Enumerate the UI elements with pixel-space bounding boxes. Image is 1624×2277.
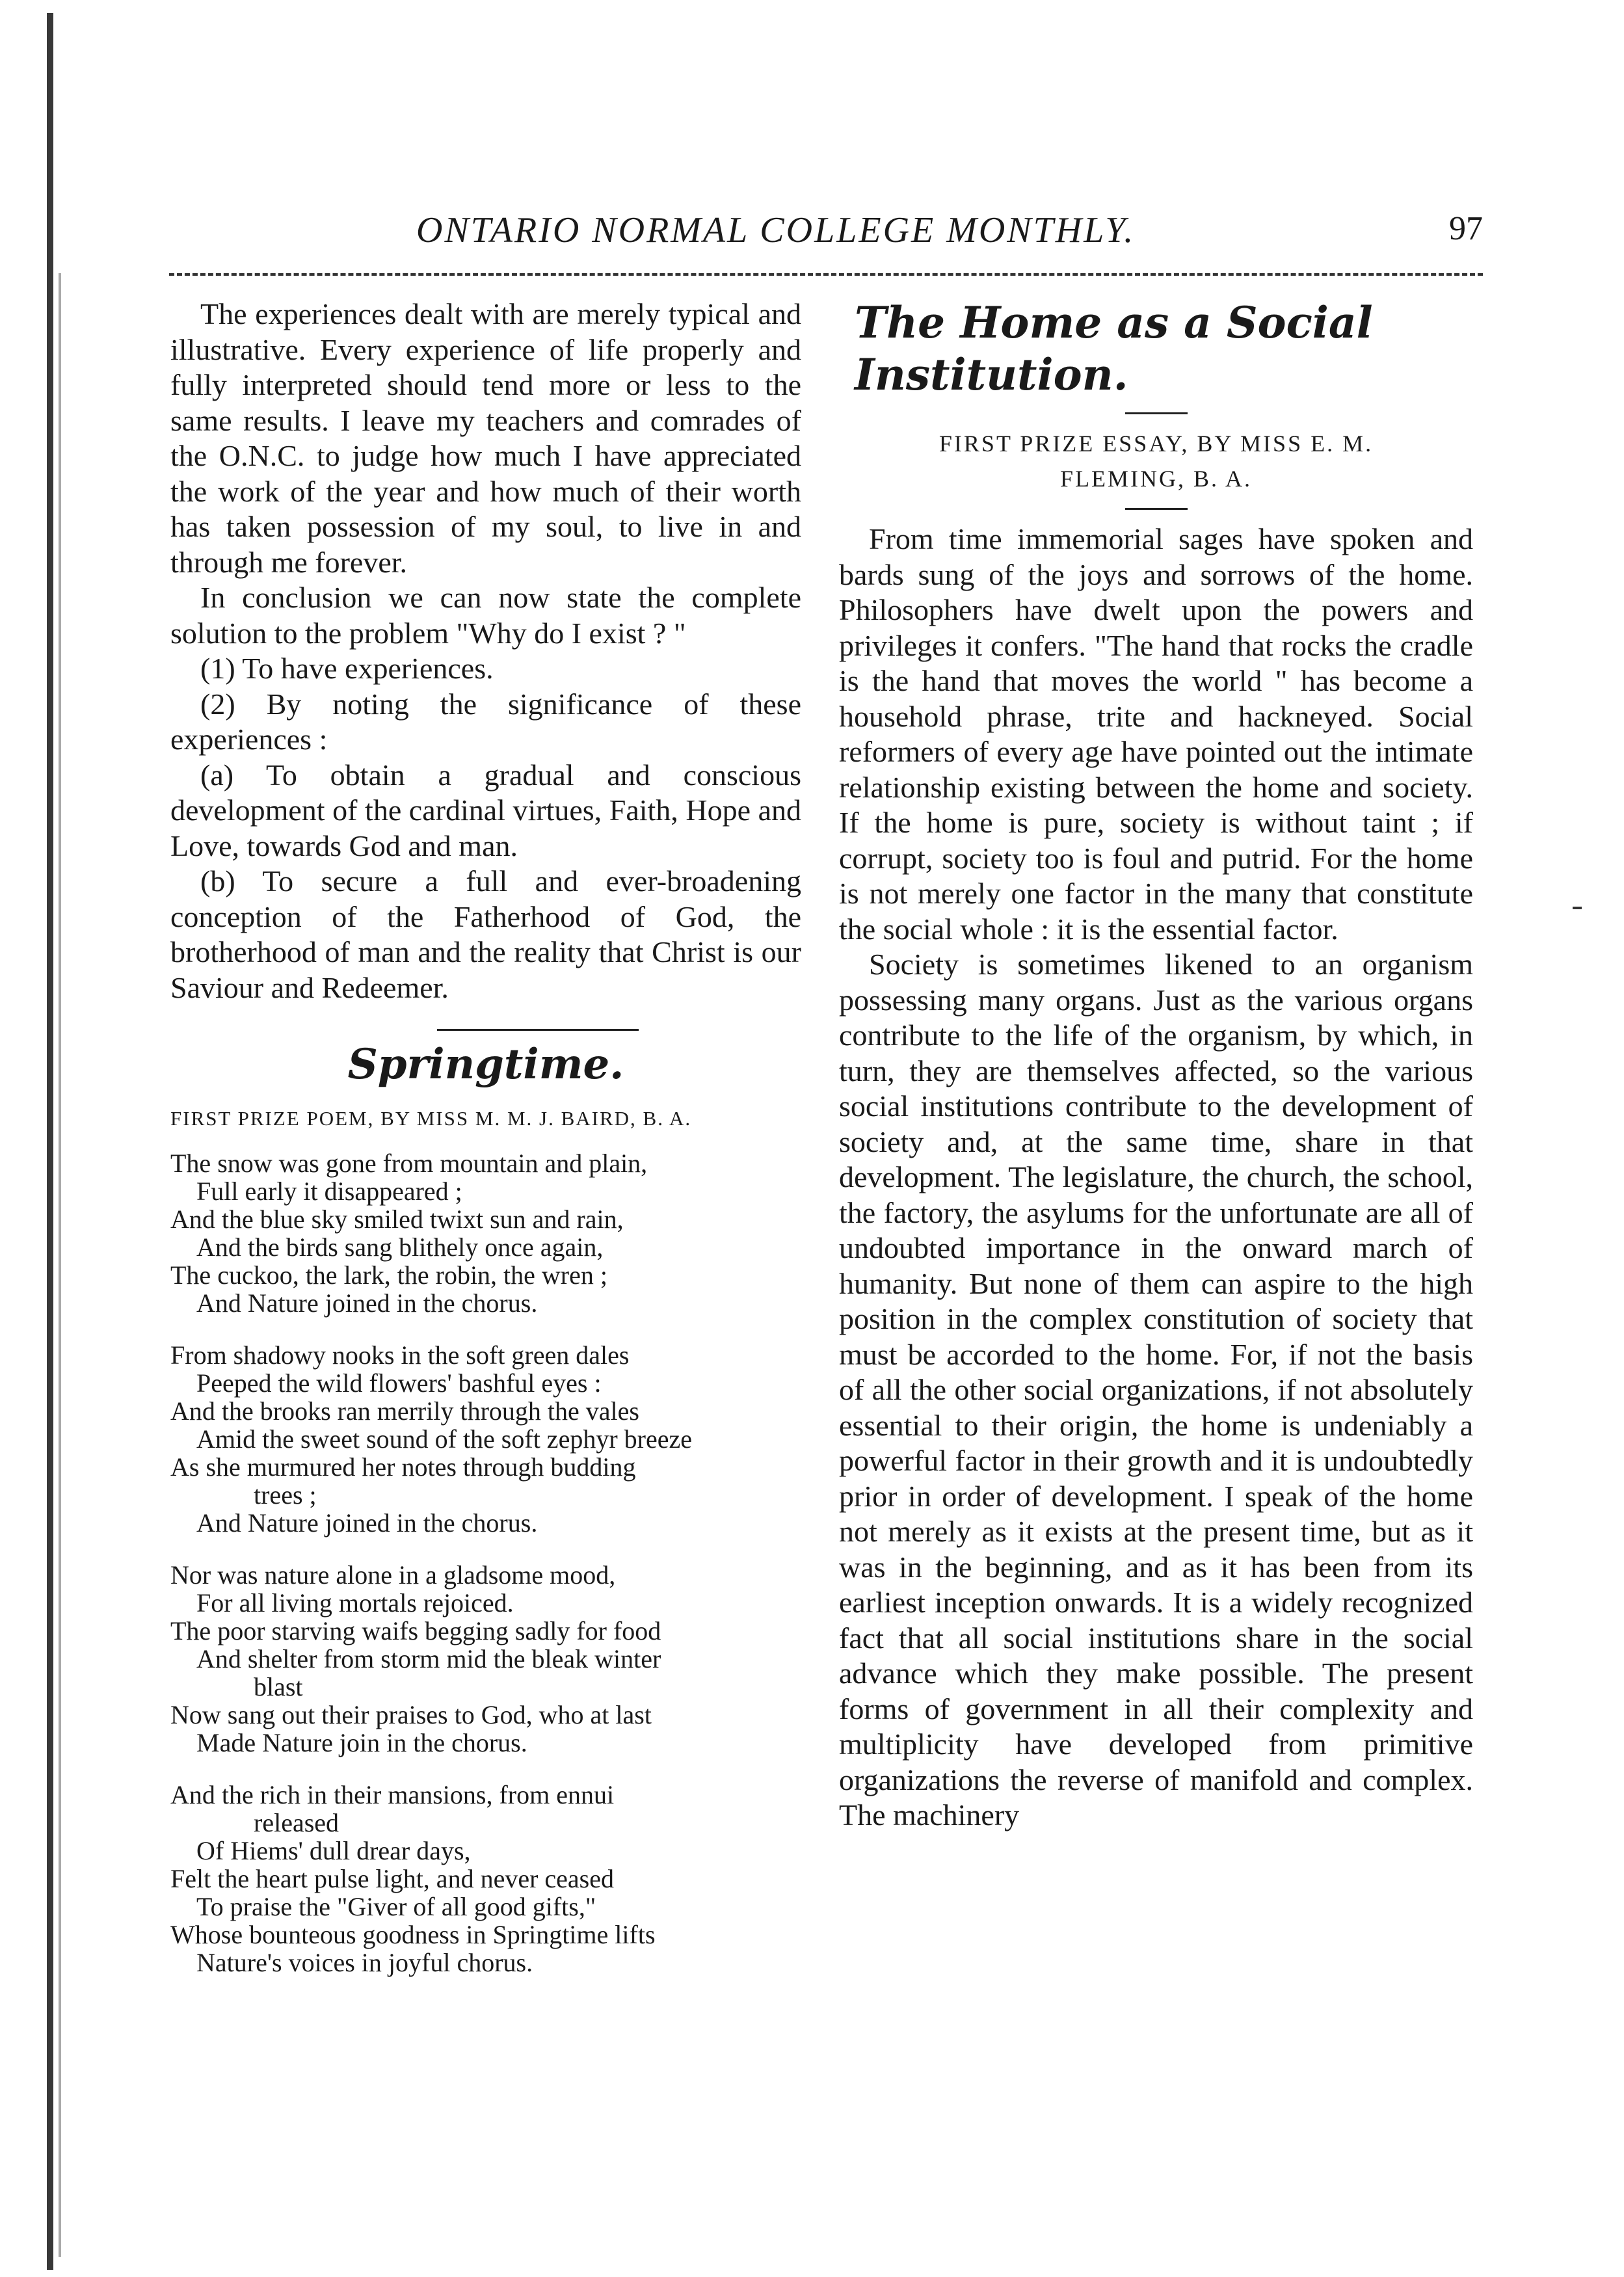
poem-line: Of Hiems' dull drear days, <box>196 1836 471 1865</box>
page-header <box>169 209 1483 255</box>
poem-line: And the rich in their mansions, from ennui <box>170 1780 615 1809</box>
title-rule <box>1125 412 1188 414</box>
poem-line: Now sang out their praises to God, who at last <box>170 1700 652 1729</box>
poem-line: blast <box>254 1672 303 1701</box>
poem-stanza <box>170 1561 801 1757</box>
paragraph: From time immemorial sages have spoken and bards sung of the joys and sorrows of the home. Philosophers have dwelt upon the powers and privileges it confers. "The hand that rocks the cradle is the hand that moves the world " has become a household phrase, trite and hackneyed. Social reformers of every age have pointed out the intimate relationship existing between the home and society. If the home is pure, society is without taint ; if corrupt, society too is foul and putrid. For the home is not merely one factor in the many that constitute the social whole : it is the essential factor. <box>839 522 1473 946</box>
essay-byline-line2: FLEMING, B. A. <box>1059 466 1253 492</box>
poem-line: Full early it disappeared ; <box>196 1177 462 1206</box>
poem-stanza <box>170 1341 801 1537</box>
binding-shadow <box>59 273 61 2257</box>
byline-rule <box>1125 508 1188 510</box>
poem-line: The snow was gone from mountain and plain, <box>170 1149 648 1178</box>
poem-line: trees ; <box>254 1480 317 1510</box>
paragraph: (1) To have experiences. <box>200 652 494 685</box>
paragraph: In conclusion we can now state the complete solution to the problem "Why do I exist ? " <box>170 581 801 650</box>
poem-line: Nor was nature alone in a gladsome mood, <box>170 1560 616 1590</box>
poem-stanza <box>170 1149 801 1317</box>
binding-edge <box>47 13 53 2270</box>
poem-line: Amid the sweet sound of the soft zephyr breeze <box>196 1424 692 1454</box>
right-column <box>839 297 1473 1833</box>
poem-line: From shadowy nooks in the soft green dales <box>170 1340 630 1370</box>
left-column <box>170 297 801 2001</box>
poem-line: As she murmured her notes through budding <box>170 1452 636 1482</box>
poem-line: For all living mortals rejoiced. <box>196 1588 514 1618</box>
poem-line: To praise the "Giver of all good gifts," <box>196 1892 596 1921</box>
poem-stanza <box>170 1781 801 1977</box>
poem-line: And the birds sang blithely once again, <box>196 1232 604 1262</box>
poem-byline: FIRST PRIZE POEM, BY MISS M. M. J. BAIRD, B. A. <box>170 1107 692 1130</box>
poem-line: And Nature joined in the chorus. <box>196 1288 538 1318</box>
section-rule <box>437 1029 639 1031</box>
paragraph: The experiences dealt with are merely typical and illustrative. Every experience of life properly and fully interpreted should tend more or less to the same results. I leave my teachers and comrades of the O.N.C. to judge how much I have appreciated the work of the year and how much of their worth has taken possession of my soul, to live in and through me forever. <box>170 297 801 579</box>
poem-line: Nature's voices in joyful chorus. <box>196 1948 533 1977</box>
poem <box>170 1149 801 1977</box>
poem-line: And the brooks ran merrily through the vales <box>170 1396 639 1426</box>
poem-line: released <box>254 1808 339 1837</box>
poem-line: And shelter from storm mid the bleak winter <box>196 1644 661 1673</box>
essay-title: The Home as a Social Institution. <box>855 297 1373 400</box>
poem-title: Springtime. <box>347 1040 624 1089</box>
poem-line: The cuckoo, the lark, the robin, the wren ; <box>170 1260 607 1290</box>
poem-line: Made Nature join in the chorus. <box>196 1728 527 1757</box>
paragraph: Society is sometimes likened to an organism possessing many organs. Just as the various organs contribute to the life of the organism, by which, in turn, they are themselves affected, so the various social institutions contribute to the development of society and, at the same time, share in that development. The legislature, the church, the school, the factory, the asylums for the unfortunate are all of undoubted importance in the onward march of humanity. But none of them can aspire to the high position in the complex constitution of society that must be accorded to the home. For, if not the basis of all the other social organizations, if not absolutely essential to their origin, the home is undeniably a powerful factor in their growth and it is undoubtedly prior in order of development. I speak of the home not merely as it exists at the present time, but as it was in the beginning, and as it has been from its earliest inception onwards. It is a widely recognized fact that all social institutions share in the social advance which they make possible. The present forms of government in all their complexity and multiplicity have developed from primitive organizations the reverse of manifold and complex. The machinery <box>839 948 1473 1831</box>
journal-title: ONTARIO NORMAL COLLEGE MONTHLY. <box>416 210 1136 250</box>
poem-line: And Nature joined in the chorus. <box>196 1508 538 1538</box>
page-number: 97 <box>1449 210 1483 247</box>
poem-line: Whose bounteous goodness in Springtime lifts <box>170 1920 656 1949</box>
paragraph: (b) To secure a full and ever-broadening conception of the Fatherhood of God, the brotherhood of man and the reality that Christ is our Saviour and Redeemer. <box>170 864 801 1004</box>
poem-line: Felt the heart pulse light, and never ceased <box>170 1864 614 1893</box>
header-rule <box>169 273 1483 276</box>
paragraph: (a) To obtain a gradual and conscious development of the cardinal virtues, Faith, Hope and Love, towards God and man. <box>170 758 801 862</box>
poem-line: Peeped the wild flowers' bashful eyes : <box>196 1368 602 1398</box>
poem-line: And the blue sky smiled twixt sun and rain, <box>170 1205 624 1234</box>
essay-byline-line1: FIRST PRIZE ESSAY, BY MISS E. M. <box>938 431 1374 457</box>
poem-line: The poor starving waifs begging sadly for food <box>170 1616 661 1645</box>
paragraph: (2) By noting the significance of these experiences : <box>170 687 801 756</box>
scan-mark <box>1573 907 1582 909</box>
